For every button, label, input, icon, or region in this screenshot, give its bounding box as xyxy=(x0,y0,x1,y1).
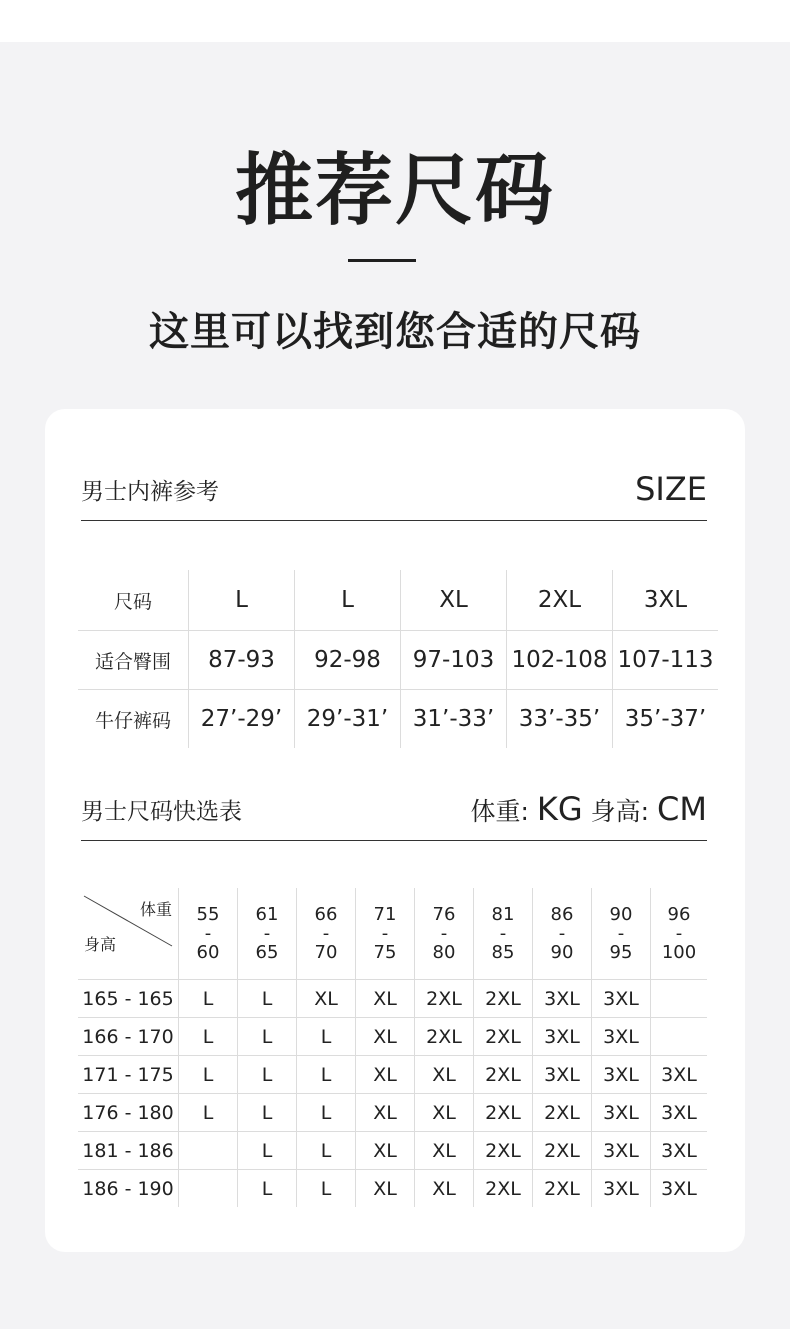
height-range: 166 - 170 xyxy=(78,1018,179,1056)
size-cell: XL xyxy=(356,1094,415,1132)
size-cell: L xyxy=(297,1132,356,1170)
size-cell: 3XL xyxy=(651,1056,708,1094)
corner-cell xyxy=(78,888,179,980)
underwear-section-title: 男士内裤参考 xyxy=(81,479,219,505)
underwear-table-row xyxy=(78,690,718,749)
size-cell: 2XL xyxy=(415,980,474,1018)
size-cell: 3XL xyxy=(592,1018,651,1056)
range-value: 71 xyxy=(373,904,397,925)
range-dash: - xyxy=(263,923,271,944)
size-cell: L xyxy=(297,1056,356,1094)
size-cell: L xyxy=(238,980,297,1018)
height-unit-label: 身高: xyxy=(590,797,650,826)
range-value: 85 xyxy=(491,942,515,963)
weight-unit-label: 体重: xyxy=(470,797,529,826)
size-cell: XL xyxy=(415,1132,474,1170)
row-label: 牛仔裤码 xyxy=(78,690,189,749)
size-cell: 2XL xyxy=(533,1170,592,1208)
table-cell: 27’-29’ xyxy=(189,690,295,749)
size-cell: L xyxy=(238,1170,297,1208)
weight-unit: KG xyxy=(536,790,583,828)
page-subtitle: 这里可以找到您合适的尺码 xyxy=(149,309,641,355)
size-cell: 3XL xyxy=(533,1018,592,1056)
size-cell: XL xyxy=(415,1170,474,1208)
size-tag: SIZE xyxy=(635,470,707,508)
size-cell xyxy=(651,1018,708,1056)
corner-weight-label: 体重 xyxy=(139,900,172,919)
size-cell: 2XL xyxy=(533,1132,592,1170)
size-cell: XL xyxy=(415,1056,474,1094)
size-cell: 3XL xyxy=(533,1056,592,1094)
size-cell xyxy=(651,980,708,1018)
table-cell: 29’-31’ xyxy=(295,690,401,749)
size-cell: 3XL xyxy=(533,980,592,1018)
table-row xyxy=(78,1018,707,1056)
weight-header-row xyxy=(78,888,707,980)
size-cell: L xyxy=(179,980,238,1018)
row-label: 尺码 xyxy=(113,590,152,613)
weight-range-header xyxy=(533,888,592,980)
height-range: 165 - 165 xyxy=(78,980,179,1018)
size-cell: 3XL xyxy=(651,1132,708,1170)
size-cell: 3XL xyxy=(592,1132,651,1170)
table-row xyxy=(78,1094,707,1132)
size-cell: L xyxy=(238,1056,297,1094)
range-value: 65 xyxy=(255,942,279,963)
range-dash: - xyxy=(499,923,507,944)
weight-range-header xyxy=(356,888,415,980)
table-cell: L xyxy=(189,570,295,631)
height-range: 186 - 190 xyxy=(78,1170,179,1208)
size-cell: XL xyxy=(356,1018,415,1056)
weight-range-header xyxy=(415,888,474,980)
size-cell: 2XL xyxy=(474,1094,533,1132)
weight-range-header xyxy=(179,888,238,980)
table-cell: L xyxy=(295,570,401,631)
size-cell: L xyxy=(179,1018,238,1056)
range-value: 75 xyxy=(373,942,397,963)
size-cell: 2XL xyxy=(474,1018,533,1056)
title-divider xyxy=(348,259,416,262)
size-cell: 2XL xyxy=(474,1056,533,1094)
weight-range-header xyxy=(474,888,533,980)
size-cell: L xyxy=(297,1094,356,1132)
table-cell: 33’-35’ xyxy=(507,690,613,749)
range-value: 76 xyxy=(432,904,456,925)
range-value: 80 xyxy=(432,942,456,963)
size-cell: 2XL xyxy=(415,1018,474,1056)
size-cell: 2XL xyxy=(474,1170,533,1208)
size-card xyxy=(45,409,745,1252)
size-cell: L xyxy=(238,1018,297,1056)
size-cell: 2XL xyxy=(533,1094,592,1132)
table-cell: 87-93 xyxy=(189,631,295,690)
table-cell: 3XL xyxy=(613,570,719,631)
size-cell: 3XL xyxy=(592,980,651,1018)
size-cell: L xyxy=(179,1056,238,1094)
range-value: 95 xyxy=(609,942,633,963)
row-label: 适合臀围 xyxy=(78,631,189,690)
size-cell: XL xyxy=(356,980,415,1018)
range-value: 55 xyxy=(196,904,220,925)
range-value: 86 xyxy=(550,904,574,925)
range-value: 70 xyxy=(314,942,338,963)
range-value: 100 xyxy=(661,942,697,963)
size-cell: 2XL xyxy=(474,980,533,1018)
underwear-section-header xyxy=(81,470,707,521)
table-row xyxy=(78,1132,707,1170)
quick-select-title: 男士尺码快选表 xyxy=(81,799,242,825)
underwear-table-row xyxy=(78,570,718,631)
table-cell: 97-103 xyxy=(401,631,507,690)
height-unit: CM xyxy=(657,790,707,828)
weight-range-header xyxy=(297,888,356,980)
size-cell: XL xyxy=(415,1094,474,1132)
range-dash: - xyxy=(322,923,330,944)
size-cell: 3XL xyxy=(592,1056,651,1094)
range-dash: - xyxy=(558,923,566,944)
range-dash: - xyxy=(617,923,625,944)
table-cell: XL xyxy=(401,570,507,631)
range-value: 96 xyxy=(667,904,691,925)
size-cell: 3XL xyxy=(592,1094,651,1132)
underwear-size-table xyxy=(78,570,718,748)
table-cell: 31’-33’ xyxy=(401,690,507,749)
weight-range-header xyxy=(592,888,651,980)
table-cell: 107-113 xyxy=(613,631,719,690)
size-cell: L xyxy=(179,1094,238,1132)
size-cell xyxy=(179,1132,238,1170)
range-dash: - xyxy=(440,923,448,944)
weight-range-header xyxy=(651,888,708,980)
height-range: 176 - 180 xyxy=(78,1094,179,1132)
size-cell: 3XL xyxy=(592,1170,651,1208)
weight-range-header xyxy=(238,888,297,980)
size-cell: 3XL xyxy=(651,1170,708,1208)
range-value: 90 xyxy=(609,904,633,925)
size-cell: XL xyxy=(356,1132,415,1170)
table-row xyxy=(78,980,707,1018)
range-value: 66 xyxy=(314,904,338,925)
size-cell: 2XL xyxy=(474,1132,533,1170)
page-title: 推荐尺码 xyxy=(234,146,555,236)
corner-height-label: 身高 xyxy=(84,935,117,954)
range-value: 81 xyxy=(491,904,515,925)
size-cell xyxy=(179,1170,238,1208)
table-cell: 102-108 xyxy=(507,631,613,690)
size-cell: XL xyxy=(356,1170,415,1208)
range-value: 61 xyxy=(255,904,279,925)
table-row xyxy=(78,1170,707,1208)
size-cell: XL xyxy=(297,980,356,1018)
table-cell: 2XL xyxy=(507,570,613,631)
size-cell: L xyxy=(238,1094,297,1132)
range-dash: - xyxy=(381,923,389,944)
underwear-table-row xyxy=(78,631,718,690)
size-cell: L xyxy=(297,1170,356,1208)
table-cell: 92-98 xyxy=(295,631,401,690)
range-value: 60 xyxy=(196,942,220,963)
range-value: 90 xyxy=(550,942,574,963)
size-cell: XL xyxy=(356,1056,415,1094)
range-dash: - xyxy=(204,923,212,944)
unit-label xyxy=(471,790,707,828)
height-range: 171 - 175 xyxy=(78,1056,179,1094)
size-cell: L xyxy=(238,1132,297,1170)
size-cell: L xyxy=(297,1018,356,1056)
height-range: 181 - 186 xyxy=(78,1132,179,1170)
quick-select-table xyxy=(78,888,707,1207)
table-cell: 35’-37’ xyxy=(613,690,719,749)
size-cell: 3XL xyxy=(651,1094,708,1132)
table-row xyxy=(78,1056,707,1094)
range-dash: - xyxy=(675,923,683,944)
quick-select-section-header xyxy=(81,790,707,841)
